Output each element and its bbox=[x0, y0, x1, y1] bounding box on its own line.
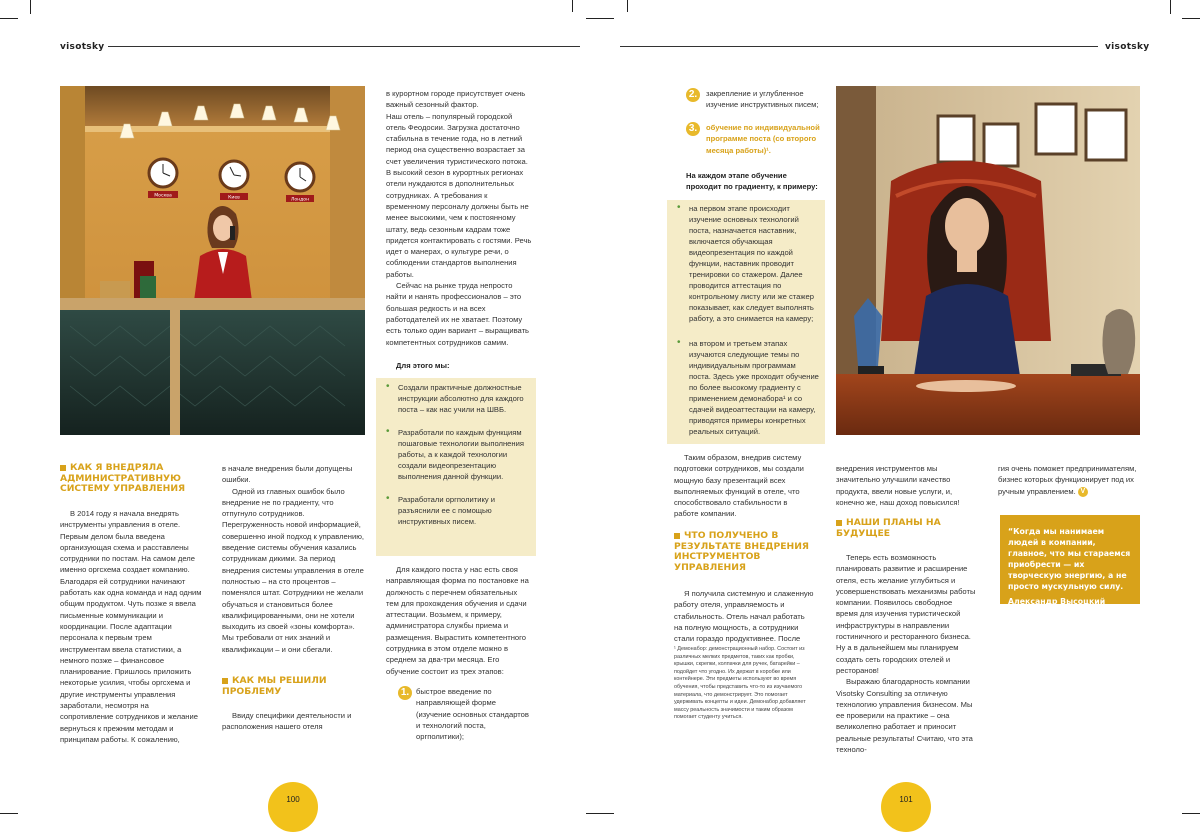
right-column-1 bbox=[674, 452, 814, 520]
footnote: ¹ Демонабор: демонстрационный набор. Состоит из различных мелких предметов, таких как пробки, крышки, скрепки, колпачки для ручек, батарейки – подойдет что угодно. Их держат в коробке или контейнере. Эти предметы используют во время обучения, чтобы представить что-то из изучаемого материала, что демонстрирует. Это помогает удерживать концепты и идеи. Демонабор добавляет массу реальность значимости и таким образом помогает студенту учиться. bbox=[674, 646, 806, 721]
header-rule-left bbox=[108, 46, 580, 47]
paragraph: Для каждого поста у нас есть своя направляющая форма по постановке на должность с перечнем обязательных тем для прохождения обучения и сдачи аттестации. Возьмем, к примеру, администратора службы приема и размещения. Вырастить компетентного сотрудника в этом отделе можно в среднем за два-три месяца. Его обучение состоит из трех этапов: bbox=[386, 565, 529, 676]
heading-plans bbox=[836, 518, 976, 539]
page-number-circle-left bbox=[268, 782, 318, 832]
paragraph: Таким образом, внедрив систему подготовки сотрудников, мы создали мощную базу презентаций всех выполняемых функций в отеле, что способствовало стабильности в работе компании. bbox=[674, 453, 804, 519]
header-rule-right bbox=[620, 46, 1098, 47]
step-text: быстрое введение по направляющей форме (изучение основных стандартов и технологий поста, оргполитики); bbox=[416, 687, 529, 742]
left-column-2-end bbox=[222, 710, 362, 733]
heading-text: НАШИ ПЛАНЫ НА БУДУЩЕЕ bbox=[836, 517, 941, 539]
label-for-this: Для этого мы: bbox=[396, 361, 450, 370]
heading-how-implemented bbox=[60, 463, 200, 495]
paragraph: Ввиду специфики деятельности и расположения нашего отеля bbox=[222, 711, 352, 732]
paragraph: Я получила системную и слаженную работу отеля, управляемость и стабильность. Отель начал работать на полную мощность, а сотрудники стали гораздо продуктивнее. После bbox=[674, 589, 814, 644]
clock-label-london: Лондон bbox=[290, 197, 310, 203]
list-item-text: Создали практичные должностные инструкции абсолютно для каждого поста – как нас учили на ШВБ. bbox=[398, 383, 524, 414]
crop-mark bbox=[586, 813, 614, 814]
brand-logo-right: visotsky bbox=[1105, 42, 1150, 52]
page-number-right: 101 bbox=[899, 795, 913, 804]
paragraph: Теперь есть возможность планировать развитие и расширение отеля, есть желание углубиться и усовершенствовать механизмы работы компании. Появилось свободное время для изучения туристической инфраструктуры в направлении гостиничного и ресторанного бизнеса. Ну а в дальнейшем мы планируем создать сеть городских отелей и ресторанов! bbox=[836, 553, 976, 675]
list-item-text: Разработали по каждым функциям пошаговые технологии выполнения работы, а к каждой технологии создали видеопрезентацию выполнения данной функции. bbox=[398, 428, 524, 481]
paragraph: в курортном городе присутствует очень важный сезонный фактор. bbox=[386, 89, 526, 110]
clock-label-kyiv: Киев bbox=[228, 195, 240, 201]
list-item: • Создали практичные должностные инструкции абсолютно для каждого поста – как нас учили на ШВБ. bbox=[386, 381, 524, 414]
list-item-text: на втором и третьем этапах изучаются следующие темы по индивидуальным программам поста. Здесь уже проходит обучение по более высокому градиенту с применением демонабора¹ и со сдачей видеоаттестации на камеру, приводятся примеры конкретных реальных ситуаций. bbox=[689, 339, 819, 436]
heading-marker bbox=[222, 678, 228, 684]
step-number-badge: 3. bbox=[686, 122, 700, 136]
crop-mark bbox=[586, 18, 614, 19]
list-item-text: на первом этапе происходит изучение основных технологий поста, назначается наставник, включается обучающая видеопрезентация по каждой функции, наставник проводит тренировки со стажером. Далее проводится аттестация по контрольному листу или же стажер показывает, как следует выполнять работу, а это снимается на камеру; bbox=[689, 204, 814, 323]
paragraph: Наш отель – популярный городской отель Феодосии. Загрузка достаточно стабильна в течение года, но в летний период она существенно возрастает за счет увеличения туристического потока. В высокий сезон в курортных регионах отели нуждаются в дополнительных сотрудниках. А требования к временному персоналу должны быть не менее высокими, чем к постоянному штату, ведь сезонным кадрам тоже придется контактировать с гостями. Речь идет о манерах, о культуре речи, о соблюдении стандартов выполнения работы. bbox=[386, 111, 532, 279]
heading-marker bbox=[60, 465, 66, 471]
quote-author: Александр Высоцкий bbox=[1008, 597, 1106, 606]
paragraph: в начале внедрения были допущены ошибки. bbox=[222, 464, 353, 485]
page-number-circle-right bbox=[881, 782, 931, 832]
clock-label-moscow: Москва bbox=[154, 193, 172, 199]
heading-text: КАК Я ВНЕДРЯЛА АДМИНИСТРАТИВНУЮ СИСТЕМУ УПРАВЛЕНИЯ bbox=[60, 462, 186, 495]
quote-box bbox=[1000, 515, 1140, 604]
list-item: • Разработали оргполитику и разъяснили ее с помощью инструктивных писем. bbox=[386, 493, 496, 526]
step-3 bbox=[686, 122, 826, 156]
crop-mark bbox=[1182, 813, 1200, 814]
list-item-text: Разработали оргполитику и разъяснили ее с помощью инструктивных писем. bbox=[398, 495, 496, 526]
step-2 bbox=[686, 88, 826, 111]
highlight-box-left bbox=[376, 378, 536, 556]
quote-text: “Когда мы нанимаем людей в компании, главное, что мы стараемся приобрести — их творческую энергию, а не просто мускульную силу. bbox=[1008, 527, 1131, 591]
step-1 bbox=[398, 686, 532, 742]
right-column-3 bbox=[998, 463, 1140, 497]
step-number-badge: 2. bbox=[686, 88, 700, 102]
heading-solved bbox=[222, 676, 362, 697]
paragraph bbox=[998, 463, 1140, 497]
right-column-1-end bbox=[674, 588, 814, 644]
left-column-3-end bbox=[386, 564, 532, 677]
crop-mark bbox=[0, 813, 18, 814]
heading-marker bbox=[674, 533, 680, 539]
paragraph: Одной из главных ошибок было внедрение не по градиенту, что отпугнуло сотрудников. Перегруженность новой информацией, совершенно иной подход к управлению, введение системы обучения казались сотрудникам дикими. За период внедрения системы управления в отеле полностью – на сто процентов – поменялся штат. Сотрудники не желали обучаться и становиться более квалифицированными, они не хотели выходить из своей «зоны комфорта». Мы требовали от них знаний и квалификации – и они сбегали. bbox=[222, 486, 364, 654]
heading-text: ЧТО ПОЛУЧЕНО В РЕЗУЛЬТАТЕ ВНЕДРЕНИЯ ИНСТРУМЕНТОВ УПРАВЛЕНИЯ bbox=[674, 530, 809, 573]
paragraph: Выражаю благодарность компании Visotsky Consulting за отличную технологию управления бизнесом. Мы ее проверили на практике – она великолепно работает и приносит реальные результаты! Считаю, что эта техноло- bbox=[836, 677, 973, 755]
reception-photo bbox=[60, 86, 365, 435]
list-item: • на втором и третьем этапах изучаются следующие темы по индивидуальным программам поста. Здесь уже проходит обучение по более высокому градиенту с применением демонабора¹ и со сдачей видеоаттестации на камеру, приводятся примеры конкретных реальных ситуаций. bbox=[677, 337, 819, 436]
highlight-box-right bbox=[667, 200, 825, 444]
paragraph: Сейчас на рынке труда непросто найти и нанять профессионалов – это большая редкость и на всех работодателей их не хватает. Поэтому есть только один вариант – выращивать компетентных сотрудников самим. bbox=[386, 281, 530, 347]
left-column-2 bbox=[222, 463, 365, 655]
right-column-2-end bbox=[836, 552, 976, 755]
heading-marker bbox=[836, 520, 842, 526]
crop-mark bbox=[30, 0, 31, 14]
left-column-3 bbox=[386, 88, 532, 348]
crop-mark bbox=[1170, 0, 1171, 14]
step-text: закрепление и углубленное изучение инструктивных писем; bbox=[706, 89, 819, 110]
list-item: • Разработали по каждым функциям пошаговые технологии выполнения работы, а к каждой технологии создали видеопрезентацию выполнения данной функции. bbox=[386, 426, 524, 481]
crop-mark bbox=[572, 0, 573, 12]
end-mark-icon: V bbox=[1078, 487, 1088, 497]
list-item: • на первом этапе происходит изучение основных технологий поста, назначается наставник, включается обучающая видеопрезентация по каждой функции, наставник проводит тренировки со стажером. Далее проводится аттестация по контрольному листу или же стажер показывает, как следует выполнять работу, а это снимается на камеру; bbox=[677, 202, 814, 323]
crop-mark bbox=[0, 18, 18, 19]
paragraph: внедрения инструментов мы значительно улучшили качество продукта, ввели новые услуги, и, конечно же, наш доход повысился! bbox=[836, 464, 960, 507]
director-photo bbox=[836, 86, 1140, 435]
left-column-1 bbox=[60, 508, 203, 745]
brand-logo-left: visotsky bbox=[60, 42, 105, 52]
step-number-badge: 1. bbox=[398, 686, 412, 700]
right-column-2 bbox=[836, 463, 974, 508]
heading-text: КАК МЫ РЕШИЛИ ПРОБЛЕМУ bbox=[222, 675, 327, 697]
paragraph-text: гия очень поможет предпринимателям, бизнес которых функционирует под их ручным управлением. bbox=[998, 464, 1137, 496]
crop-mark bbox=[1182, 18, 1200, 19]
page-number-left: 100 bbox=[286, 795, 300, 804]
lead-text: На каждом этапе обучение проходит по градиенту, к примеру: bbox=[686, 171, 818, 192]
crop-mark bbox=[627, 0, 628, 12]
paragraph: В 2014 году я начала внедрять инструменты управления в отеле. Первым делом была введена организующая схема и расставлены сотрудники по постам. На самом деле именно оргсхема создает компанию. Благодаря ей сотрудники начинают работать как одна команда и над одним общим продуктом. Чуть позже я ввела письменные коммуникации и координации. После адаптации персонала к первым трем инструментам ввела статистики, а немного позже – финансовое планирование. Пришлось приложить некоторые усилия, чтобы оргсхема и другие инструменты управления заработали, несмотря на сопротивление сотрудников и желание вернуться к прежним методам и принципам работы. К сожалению, bbox=[60, 509, 202, 744]
heading-results bbox=[674, 531, 814, 573]
step-text: обучение по индивидуальной программе поста (со второго месяца работы)¹. bbox=[706, 123, 820, 155]
